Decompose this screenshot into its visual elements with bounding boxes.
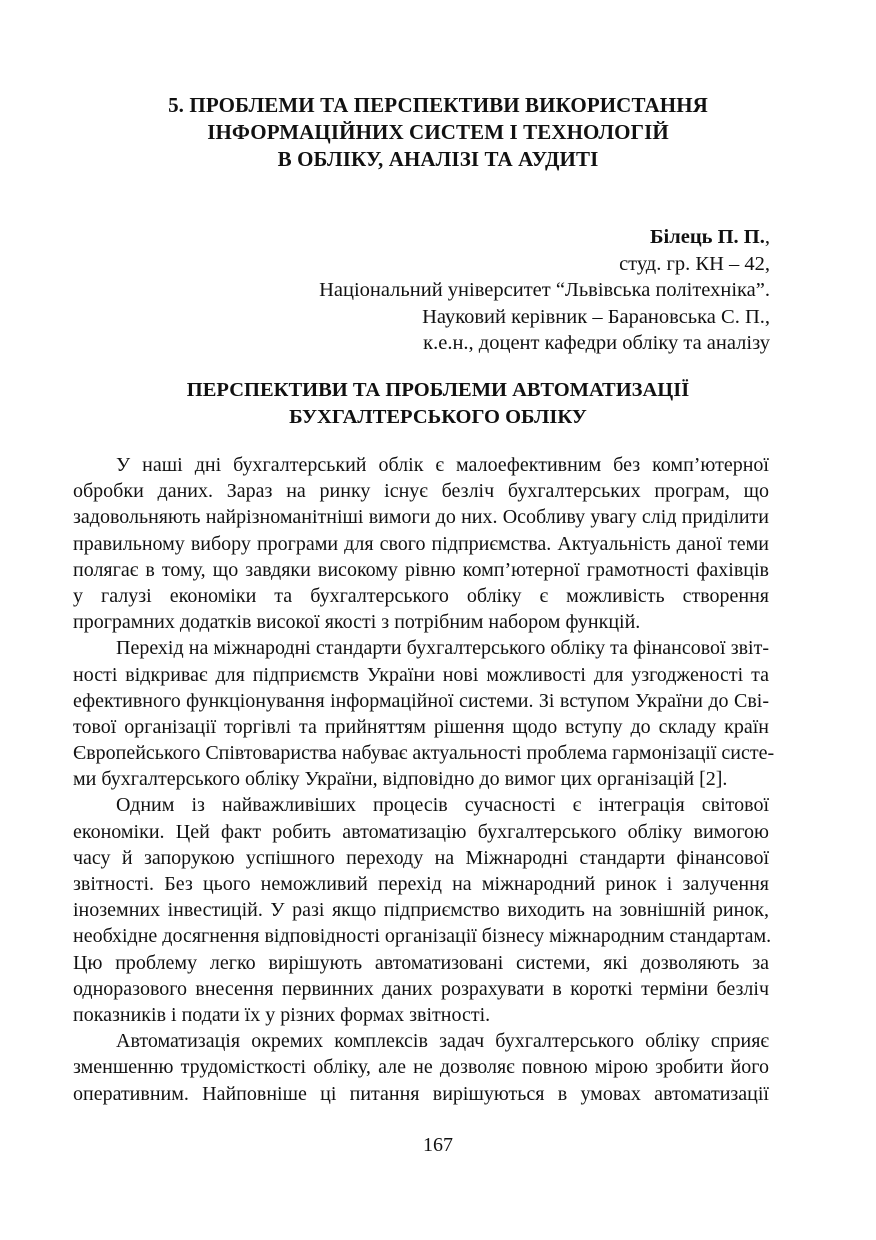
section-title-line: 5. ПРОБЛЕМИ ТА ПЕРСПЕКТИВИ ВИКОРИСТАННЯ	[168, 93, 708, 117]
text-line: полягає в тому, що завдяки високому рівню комп’ютерної грамотності фахівців	[73, 558, 769, 581]
section-title-line: ІНФОРМАЦІЙНИХ СИСТЕМ І ТЕХНОЛОГІЙ	[207, 120, 669, 144]
author-university: Національний університет “Львівська політехніка”.	[319, 279, 770, 301]
paragraph-1	[73, 452, 769, 635]
author-name-line	[319, 224, 770, 251]
text-line: Автоматизація окремих комплексів задач бухгалтерського обліку сприяє	[116, 1030, 769, 1053]
text-line: задовольняють найрізноманітніші вимоги до них. Особливу увагу слід приділити	[73, 506, 769, 529]
article-body	[73, 452, 775, 1107]
supervisor-position: к.е.н., доцент кафедри обліку та аналізу	[423, 332, 770, 354]
paragraph-2	[73, 635, 775, 792]
article-title-line: ПЕРСПЕКТИВИ ТА ПРОБЛЕМИ АВТОМАТИЗАЦІЇ	[186, 379, 690, 401]
text-line: економіки. Цей факт робить автоматизацію бухгалтерського обліку вимогою	[73, 820, 769, 843]
text-line: обробки даних. Зараз на ринку існує безліч бухгалтерських програм, що	[73, 480, 769, 503]
section-title-line: В ОБЛІКУ, АНАЛІЗІ ТА АУДИТІ	[277, 147, 599, 171]
text-line: необхідне досягнення відповідності організації бізнесу міжнародним стандартам.	[73, 925, 772, 948]
text-line: у галузі економіки та бухгалтерського обліку є можливість створення	[73, 584, 769, 607]
section-title	[0, 92, 876, 173]
text-line: тової організації торгівлі та прийняттям рішення щодо вступу до складу країн	[73, 715, 769, 738]
text-line: ми бухгалтерського обліку України, відповідно до вимог цих організацій [2].	[73, 768, 728, 791]
text-line: ефективного функціонування інформаційної системи. Зі вступом України до Сві-	[73, 689, 769, 712]
paragraph-4	[73, 1028, 769, 1107]
text-line: одноразового внесення первинних даних розрахувати в короткі терміни безліч	[73, 977, 769, 1000]
text-line: зменшенню трудомісткості обліку, але не дозволяє повною мірою зробити його	[73, 1056, 769, 1079]
text-line: іноземних інвестицій. У разі якщо підприємство виходить на зовнішній ринок,	[73, 899, 769, 922]
text-line: У наші дні бухгалтерський облік є малоефективним без комп’ютерної	[116, 454, 769, 476]
text-line: показників і подати їх у різних формах звітності.	[73, 1003, 491, 1026]
paragraph-3	[73, 792, 772, 1028]
text-line: Перехід на міжнародні стандарти бухгалтерського обліку та фінансової звіт-	[116, 637, 769, 660]
page-number: 167	[423, 1134, 453, 1156]
article-title-line: БУХГАЛТЕРСЬКОГО ОБЛІКУ	[289, 406, 587, 428]
author-name: Білець П. П.	[649, 226, 765, 248]
text-line: оперативним. Найповніше ці питання вирішуються в умовах автоматизації	[73, 1082, 769, 1105]
author-block	[319, 224, 770, 357]
supervisor: Науковий керівник – Барановська С. П.,	[422, 305, 770, 328]
text-line: часу й запорукою успішного переходу на Міжнародні стандарти фінансової	[73, 846, 769, 869]
article-title	[0, 377, 876, 431]
text-line: правильному вибору програми для свого підприємства. Актуальність даної теми	[73, 532, 769, 555]
author-group: студ. гр. КН – 42,	[619, 252, 770, 275]
text-line: Цю проблему легко вирішують автоматизовані системи, які дозволяють за	[73, 951, 769, 974]
author-name-suffix: ,	[764, 226, 770, 248]
text-line: Одним із найважливіших процесів сучасності є інтеграція світової	[116, 794, 769, 817]
text-line: Європейського Співтовариства набуває актуальності проблема гармонізації систе-	[73, 742, 775, 765]
text-line: звітності. Без цього неможливий перехід на міжнародний ринок і залучення	[73, 873, 769, 895]
text-line: програмних додатків високої якості з потрібним набором функцій.	[73, 611, 641, 634]
text-line: ності відкриває для підприємств України нові можливості для узгодженості та	[73, 663, 769, 686]
